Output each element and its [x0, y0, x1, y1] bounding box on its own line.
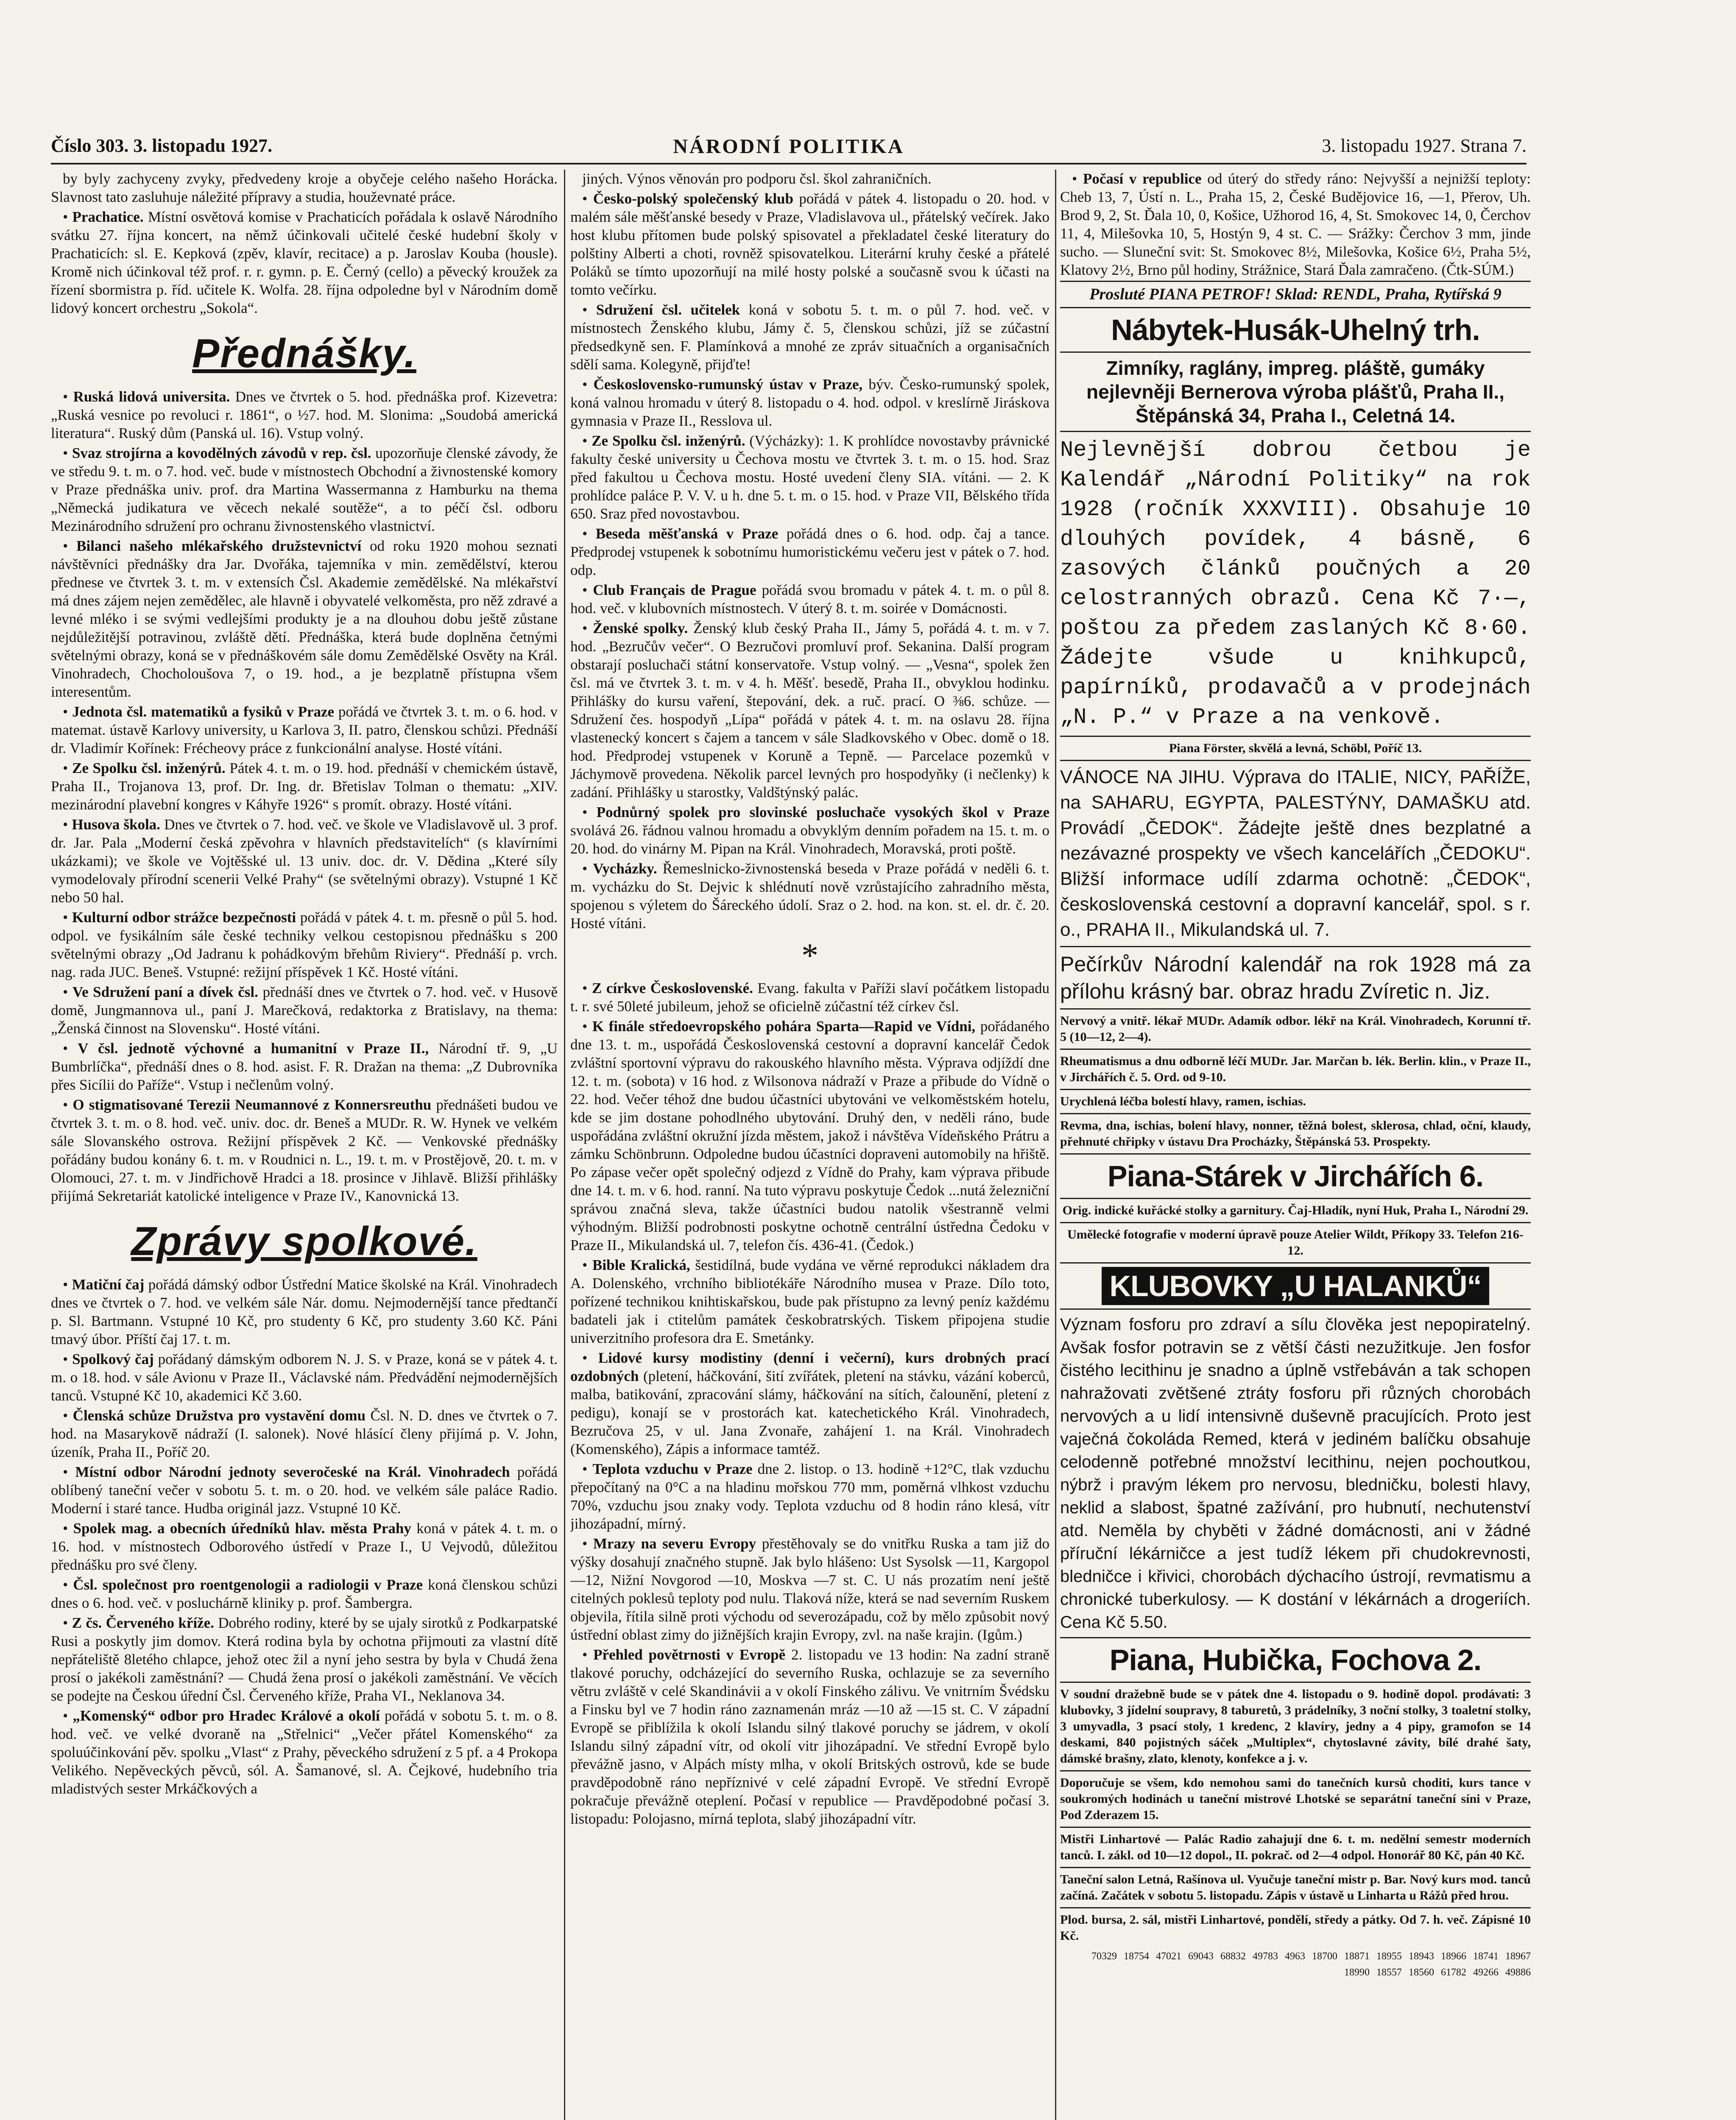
item-lead: Svaz strojírna a kovodělných závodů v rep. čsl. [72, 445, 371, 461]
news-item: • Československo-rumunský ústav v Praze, býv. Česko-rumunský spolek, koná valnou hromadu v úterý 8. listopadu o 4. hod. odpol. v kreslírně Jiráskova gymnasia v Praze II., Resslova ul. [570, 376, 1049, 429]
item-lead: O stigmatisované Terezii Neumannové z Konnersreuthu [73, 1096, 432, 1113]
item-lead: Spolkový čaj [72, 1351, 154, 1367]
news-item: • Vycházky. Řemeslnicko-živnostenská beseda v Praze pořádá v neděli 6. t. m. vycházku do St. Dejvic k shlédnutí nově vzrůstajícího zahradního města, spojenou s výletem do Šáreckého údolí. Sraz o 2. hod. na kon. st. el. dr. č. 20. Hosté vítáni. [570, 860, 1049, 932]
item-text: dne 2. listop. o 13. hodině +12°C, tlak vzduchu přepočítaný na 0°C a na hladinu mořskou 770 mm, poměrná vlhkost vzduchu 70%, vzduchu jsou znaky vody. Teplota vzduchu od 8 hodin ráno klesá, vítr jihozápadní, mírný. [570, 1461, 1049, 1532]
news-item: • Kulturní odbor strážce bezpečnosti pořádá v pátek 4. t. m. přesně o půl 5. hod. odpol. ve fysikálním sále české techniky velkou cestopisnou přednášku s 200 světelnými obrazy „Od Jadranu k pohádkovým břehům Riviery“. Přednáší p. vrch. nag. rada JUC. Beneš. Vstupné: režijní příspěvek 1 Kč. Hosté vítáni. [51, 909, 558, 980]
item-text: Národní tř. 9, „U Bumbrlíčka“, přednáší dnes o 8. hod. asist. F. R. Dražan na thema: „Z Dubrovníka přes Sicílii do Paříže“. Vstup i nečlenům volný. [51, 1040, 558, 1093]
item-text: Pátek 4. t. m. o 19. hod. přednáší v chemickém ústavě, Praha II., Trojanova 13, prof. Dr. Ing. dr. Břetislav Tolman o thematu: „XIV. mezinárodní plavební kongres v Káhyře 1926“ s promít. obrazy. Hosté vítáni. [51, 760, 558, 813]
news-item: • Sdružení čsl. učitelek koná v sobotu 5. t. m. o půl 7. hod. več. v místnostech Ženského klubu, Jámy č. 5, členskou schůzi, jíž se zúčastní předsedkyně sen. F. Plamínková a mnohé ze zpráv situačních a organisačních sdělí sama. Kolegyně, přijďte! [570, 301, 1049, 373]
item-lead: Beseda měšťanská v Praze [595, 525, 779, 542]
item-lead: Z církve Československé. [592, 980, 753, 996]
page-info: 3. listopadu 1927. Strana 7. [1322, 135, 1527, 156]
item-text: 2. listopadu ve 13 hodin: Na zadní straně tlakové poruchy, odcházející do severního Ruska, ochlazuje se za severního větru zvláště v celé Skandinávii a v okolí Finského zálivu. Ve vnitrním Švédsku a Finsku byl ve 7 hodin ráno zaznamenán mráz —10 až —15 st. C. V západní Evropě se přiblížila k okolí Islandu silný tlakové poruchy se jádrem, v okolí Islandu silný západní vítr, od okolí vitr jihozápadní. Ve střední Evropě bylo převážně jasno, v Alpách místy mlha, v okolí Britských ostrovů, kde se bude pravděpodobně ráno nepříznivé v celé západní Evropě. Ve střední Evropě pokračuje převážně oteplení. Počasí v republice — Pravděpodobné počasí 3. listopadu: Polojasno, mírná teplota, slabý jihozápadní vítr. [570, 1646, 1049, 1827]
news-item: • Bilanci našeho mlékařského družstevnictví od roku 1920 mohou seznati návštěvníci přednášky dra Jar. Dvořáka, tajemníka v min. zemědělství, kterou přednese ve čtvrtek 3. t. m. v extensích Čsl. Akademie zemědělské. Na mlékařství má dnes zájem nejen zemědělec, ale hlavně i obyvatelé velkoměsta, pro něž zdravé a levné mléko i se svými vedlejšími produkty je a na dlouhou dobu ještě zůstane nejdůležitější potravinou, zvláště dětí. Přednáška, která bude doplněna četnými světelnými obrazy, koná se v přednáškovém sále domu Zemědělské Osvěty na Král. Vinohradech, Chocholoušova 7, o 19. hod., a je bezplatně přístupna všem interesentům. [51, 538, 558, 700]
news-item: • Čsl. společnost pro roentgenologii a radiologii v Praze koná členskou schůzi dnes o 6. hod. več. v posluchárně kliniky p. prof. Šambergra. [51, 1576, 558, 1611]
ad-code-number: 47021 [1156, 1951, 1181, 1962]
item-text: pořádá v sobotu 5. t. m. o 8. hod. več. ve velké dvoraně na „Střelnici“ „Večer přátel Komenského“ za spoluúčinkování pěv. spolku „Vlast“ z Prahy, pěveckého sdružení z 5 pf. a 4 Prokopa Velikého. Nepěveckých pěvců, sól. A. Šamanové, sl. A. Čejkové, hudebního tria mladistvých sester Mrkáčkových a [51, 1707, 558, 1797]
ad-doporucuje: Doporučuje se všem, kdo nemohou sami do tanečních kursů choditi, kurs tance v soukromých hodinách u taneční mistrové Lhotské se separátní taneční síni v Praze, Pod Zderazem 15. [1060, 1770, 1531, 1827]
section-star: * [801, 937, 818, 974]
item-text: přednáší dnes ve čtvrtek o 7. hod. več. v Husově domě, Jungmannova ul., paní J. Marečková, redaktorka z Bratislavy, na thema: „Ženská činnost na Slovensku“. Hosté vítáni. [51, 984, 558, 1037]
ad-code-number: 18560 [1409, 1967, 1434, 1978]
ad-code-numbers [1060, 1947, 1531, 1980]
item-lead: V čsl. jednotě výchovné a humanitní v Praze II., [78, 1040, 429, 1057]
news-list [51, 388, 558, 1205]
item-text: od roku 1920 mohou seznati návštěvníci přednášky dra Jar. Dvořáka, tajemníka v min. zemědělství, kterou přednese ve čtvrtek 3. t. m. v extensích Čsl. Akademie zemědělské. Na mlékařství má dnes zájem nejen zemědělec, ale hlavně i obyvatelé velkoměsta, pro něž zdravé a levné mléko i se svými vedlejšími produkty je a na dlouhou dobu ještě zůstane nejdůležitější potravinou, zvláště dětí. Přednáška, která bude doplněna četnými světelnými obrazy, koná se v přednáškovém sále domu Zemědělské Osvěty na Král. Vinohradech, Chocholoušova 7, o 19. hod., a je bezplatně přístupna všem interesentům. [51, 538, 558, 700]
ad-code-number: 18754 [1124, 1951, 1149, 1962]
item-text: Dnes ve čtvrtek o 5. hod. přednáška prof. Kizevetra: „Ruská vesnice po revoluci r. 1861“, o ½7. hod. M. Slonima: „Soudobá americká literatura“. Ruský dům (Panská ul. 16). Vstup volný. [51, 388, 558, 441]
item-lead: Podnůrný spolek pro slovinské posluchače vysokých škol v Praze [596, 804, 1049, 820]
news-item: • Ze Spolku čsl. inženýrů. (Výcházky): 1. K prohlídce novostavby právnické fakulty české university u Čechova mostu ve čtvrtek 3. t. m. o 15. hod. Sraz před fakultou u Čechova mostu. Hosté uvedení členy SIA. vítáni. — 2. K prohlídce paláce P. V. V. u h. dne 5. t. m. o 15. hod. v Praze VII, Bělského třída 650. Sraz před novostavbou. [570, 432, 1049, 522]
news-list [51, 208, 558, 317]
item-lead: Matiční čaj [72, 1276, 145, 1293]
item-text: pořádaného dne 13. t. m., uspořádá Československá cestovní a dopravní kancelář Čedok zvláštní sportovní výpravu do rakouského hlavního města. Výprava odjíždí dne 12. t. m. (sobota) v 16 hod. z Wilsonova nádraží v Praze a přibude do Vídně o 22. hod. Večer téhož dne budou účastníci ubytováni ve velkoměstském hotelu, kde se jim dostane pohodlného ubytování. Druhý den, v neděli ráno, bude uspořádána zvláštní okružní jízda městem, jakož i návštěva Vídeňského Prátru a zámku Schönbrunn. Odpoledne budou účastníci dopraveni automobily na hřiště. Po zápase večer opět společný odjezd z Vídně do Prahy, kam výprava přibude dne 14. t. m. v 6. hod. ranní. Na tuto výpravu poskytuje Čedok ...nutá železniční správou značná sleva, takže účastníci budou natolik všestranně velmi výhodným. Bližší podrobnosti poskytne ochotně centrální ústředna Čedoku v Praze II., Mikulandská ul. 7, telefon čís. 436-41. (Čedok.) [570, 1018, 1049, 1253]
item-lead: Z čs. Červeného kříže. [72, 1615, 214, 1631]
section-heading-lectures: Přednášky. [192, 331, 416, 376]
item-text: Dnes ve čtvrtek o 7. hod. več. ve škole ve Vladislavově ul. 3 prof. dr. Jar. Pala „Moderní česká zpěvohra v hlavních představitelích“ (s klavírními ukázkami); ve škole ve Vojtěšské ul. 13 univ. doc. dr. V. Dědina „Které síly vymodelovaly přírodní scenerii Velké Prahy“ (se světelnými obrazy). Vstupné 1 Kč nebo 50 hal. [51, 816, 558, 906]
item-lead: Mrazy na severu Evropy [593, 1535, 756, 1552]
item-text: Ženský klub český Praha II., Jámy 5, pořádá 4. t. m. v 7. hod. „Bezručův večer“. O Bezručovi promluví prof. Sekanina. Další program obstarají posluchači státní konservatoře. Vstup volný. — „Vesna“, spolek žen čsl. má ve čtvrtek 3. t. m. v 4. h. Měšť. besedě, Praha II., obvyklou hodinku. Přihlášky do kursu vaření, štepování, dek. a ruč. prací. O ⅜6. schůze. — Sdružení čes. hospodyň „Lípa“ pořádá v pátek 4. t. m. na oslavu 28. října vlastenecký koncert s čajem a tancem v sále Sladkovského v Obec. domě o 18. hod. Předprodej vstupenek v Koruně a Tepně. — Parcelace pozemků v Jáchymově provedena. Několik parcel levných pro hospodyňky (i nečlenky) k zadání. Přihlášky u starostky, Valdštýnský palác. [570, 620, 1049, 801]
news-item: • K finále středoevropského pohára Sparta—Rapid ve Vídni, pořádaného dne 13. t. m., uspořádá Československá cestovní a dopravní kancelář Čedok zvláštní sportovní výpravu do rakouského hlavního města. Výprava odjíždí dne 12. t. m. (sobota) v 16 hod. z Wilsonova nádraží v Praze a přibude do Vídně o 22. hod. Večer téhož dne budou účastníci ubytováni ve velkoměstském hotelu, kde se jim dostane pohodlného ubytování. Druhý den, v neděli ráno, bude uspořádána zvláštní okružní jízda městem, jakož i návštěva Vídeňského Prátru a zámku Schönbrunn. Odpoledne budou účastníci dopraveni automobily na hřiště. Po zápase večer opět společný odjezd z Vídně do Prahy, kam výprava přibude dne 14. t. m. v 6. hod. ranní. Na tuto výpravu poskytuje Čedok ...nutá železniční správou značná sleva, takže účastníci budou natolik všestranně velmi výhodným. Bližší podrobnosti poskytne ochotně centrální ústředna Čedoku v Praze II., Mikulandská ul. 7, telefon čís. 436-41. (Čedok.) [570, 1018, 1049, 1253]
news-item: • Spolek mag. a obecních úředníků hlav. města Prahy koná v pátek 4. t. m. o 16. hod. v místnostech Odborového ústředí v Praze I., U Vejvodů, důležitou přednášku pro své členy. [51, 1520, 558, 1573]
item-lead: Ženské spolky. [593, 620, 688, 636]
ad-code-number: 18966 [1441, 1951, 1466, 1962]
ad-code-number: 18990 [1344, 1967, 1370, 1978]
ad-krucka: Orig. indické kuřácké stolky a garnitury. Čaj-Hladík, nyní Huk, Praha I., Národní 29. [1060, 1198, 1531, 1222]
item-text: pořádá dámský odbor Ústřední Matice školské na Král. Vinohradech dnes ve čtvrtek o 7. hod. ve velkém sále Nár. domu. Nejmodernější tance předtančí p. Sl. Bartmann. Vstupné 10 Kč, pro studenty 6 Kč, pro studenty 3.60 Kč. Páni tmavý úbor. Příští čaj 17. t. m. [51, 1276, 558, 1347]
item-text: koná v pátek 4. t. m. o 16. hod. v místnostech Odborového ústředí v Praze I., U Vejvodů, důležitou přednášku pro své členy. [51, 1520, 558, 1573]
section-heading-club-news: Zprávy spolkové. [131, 1219, 477, 1264]
news-item: • O stigmatisované Terezii Neumannové z Konnersreuthu přednášeti budou ve čtvrtek 3. t. m. o 8. hod. več. univ. doc. dr. Beneš a MUDr. R. W. Hynek ve velkém sále Slovanského ostrova. Režijní příspěvek 2 Kč. — Venkovské přednášky pořádány budou konány 6. t. m. v Roudnici n. L., 19. t. m. v Prostějově, 20. t. m. v Olomouci, 27. t. m. v Jindřichově Hradci a 18. prosince v Jihlavě. Bližší přihlášky přijímá Sekretariát katolické inteligence v Praze IV., Kanovnická 13. [51, 1096, 558, 1204]
item-text: pořádaný dámským odborem N. J. S. v Praze, koná se v pátek 4. t. m. o 18. hod. v sále Avionu v Praze II., Václavské nám. Předvádění nejmodernějších tanců. Vstupné Kč 10, akademici Kč 3.60. [51, 1351, 558, 1404]
item-text: býv. Česko-rumunský spolek, koná valnou hromadu v úterý 8. listopadu o 4. hod. odpol. v kreslírně Jiráskova gymnasia v Praze II., Resslova ul. [570, 376, 1049, 429]
item-lead: Teplota vzduchu v Praze [592, 1461, 753, 1477]
item-text: Čsl. N. D. dnes ve čtvrtek o 7. hod. na Masarykově nádraží (I. salonek). Nové hlásící členy přijímá p. V. John, úzeník, Praha II., Poříč 20. [51, 1407, 558, 1460]
ad-starek: Piana-Stárek v Jirchářích 6. [1060, 1153, 1531, 1198]
ad-code-number: 18741 [1473, 1951, 1499, 1962]
item-lead: Club Français de Prague [593, 582, 756, 598]
klubovky-banner: KLUBOVKY „U HALANKŮ“ [1102, 1267, 1489, 1305]
item-text: přednášeti budou ve čtvrtek 3. t. m. o 8. hod. več. univ. doc. dr. Beneš a MUDr. R. W. Hynek ve velkém sále Slovanského ostrova. Režijní příspěvek 2 Kč. — Venkovské přednášky pořádány budou konány 6. t. m. v Roudnici n. L., 19. t. m. v Prostějově, 20. t. m. v Olomouci, 27. t. m. v Jindřichově Hradci a 18. prosince v Jihlavě. Bližší přihlášky přijímá Sekretariát katolické inteligence v Praze IV., Kanovnická 13. [51, 1096, 558, 1204]
issue-info: Číslo 303. 3. listopadu 1927. [51, 135, 272, 156]
item-lead: Sdružení čsl. učitelek [596, 301, 740, 318]
ad-code-number: 49783 [1253, 1951, 1278, 1962]
item-lead: Členská schůze Družstva pro vystavění domu [73, 1407, 366, 1424]
news-item: • Česko-polský společenský klub pořádá v pátek 4. listopadu o 20. hod. v malém sále měšťanské besedy v Praze, Vladislavova ul., přátelský večírek. Jako host klubu přítomen bude polský spisovatel a překladatel české literatury do polštiny Alberti a choti, rovněž spisovatelkou. Literární kruhy české a přátelé Poláků se tímto upozorňují na milé hosty polské a současně svou k účasti na tomto večírku. [570, 190, 1049, 298]
item-text: pořádá svou bromadu v pátek 4. t. m. o půl 8. hod. več. v klubovních místnostech. V úterý 8. t. m. soirée v Domácnosti. [570, 582, 1049, 616]
ad-code-number: 49266 [1473, 1967, 1499, 1978]
small-ad: Nervový a vnitř. lékař MUDr. Adamík odbor. lékř na Král. Vinohradech, Korunní tř. 5 (10—12, 2—4). [1060, 1008, 1531, 1049]
header-rule [51, 163, 1527, 165]
news-item: • Spolkový čaj pořádaný dámským odborem N. J. S. v Praze, koná se v pátek 4. t. m. o 18. hod. v sále Avionu v Praze II., Václavské nám. Předvádění nejmodernějších tanců. Vstupné Kč 10, akademici Kč 3.60. [51, 1351, 558, 1404]
masthead-title: NÁRODNÍ POLITIKA [673, 135, 904, 158]
ad-code-number: 18967 [1505, 1951, 1531, 1962]
item-lead: Místní odbor Národní jednoty severočeské na Král. Vinohradech [75, 1464, 510, 1480]
news-item: • Podnůrný spolek pro slovinské posluchače vysokých škol v Praze svolává 26. řádnou valnou hromadu a obvyklým denním pořadem na 15. t. m. o 20. hod. do vinárny M. Pipan na Král. Vinohradech, Moravská, proti poště. [570, 804, 1049, 857]
item-lead: Spolek mag. a obecních úředníků hlav. města Prahy [73, 1520, 411, 1537]
item-text: Evang. fakulta v Paříži slaví počátkem listopadu t. r. své 50leté jubileum, jehož se oficielně zúčastní též církev čsl. [570, 980, 1049, 1015]
news-item: • Ženské spolky. Ženský klub český Praha II., Jámy 5, pořádá 4. t. m. v 7. hod. „Bezručův večer“. O Bezručovi promluví prof. Sekanina. Další program obstarají posluchači státní konservatoře. Vstup volný. — „Vesna“, spolek žen čsl. má ve čtvrtek 3. t. m. v 4. h. Měšť. besedě, Praha II., obvyklou hodinku. Přihlášky do kursu vaření, štepování, dek. a ruč. prací. O ⅜6. schůze. — Sdružení čes. hospodyň „Lípa“ pořádá v pátek 4. t. m. na oslavu 28. října vlastenecký koncert s čajem a tancem v sále Sladkovského v Obec. domě o 18. hod. Předprodej vstupenek v Koruně a Tepně. — Parcelace pozemků v Jáchymově provedena. Několik parcel levných pro hospodyňky (i nečlenky) k zadání. Přihlášky u starostky, Valdštýnský palác. [570, 620, 1049, 801]
item-lead: Ze Spolku čsl. inženýrů. [592, 432, 745, 449]
item-text: (Výcházky): 1. K prohlídce novostavby právnické fakulty české university u Čechova mostu ve čtvrtek 3. t. m. o 15. hod. Sraz před fakultou u Čechova mostu. Hosté uvedení členy SIA. vítáni. — 2. K prohlídce paláce P. V. V. u h. dne 5. t. m. o 15. hod. v Praze VII, Bělského třída 650. Sraz před novostavbou. [570, 432, 1049, 522]
news-list [570, 979, 1049, 1828]
news-item: • Husova škola. Dnes ve čtvrtek o 7. hod. več. ve škole ve Vladislavově ul. 3 prof. dr. Jar. Pala „Moderní česká zpěvohra v hlavních představitelích“ (s klavírními ukázkami); ve škole ve Vojtěšské ul. 13 univ. doc. dr. V. Dědina „Které síly vymodelovaly přírodní scenerii Velké Prahy“ (se světelnými obrazy). Vstupné 1 Kč nebo 50 hal. [51, 816, 558, 906]
ad-code-number: 49886 [1505, 1967, 1531, 1978]
ad-code-number: 61782 [1441, 1967, 1466, 1978]
item-text: pořádá oblíbený taneční večer v sobotu 5. t. m. o 20. hod. ve velkém sále paláce Radio. Moderní i staré tance. Hudba originál jazz. Vstupné 10 Kč. [51, 1464, 558, 1517]
news-item: • Teplota vzduchu v Praze dne 2. listop. o 13. hodině +12°C, tlak vzduchu přepočítaný na 0°C a na hladinu mořskou 770 mm, poměrná vlhkost vzduchu 70%, vzduchu jsou znaky vody. Teplota vzduchu od 8 hodin ráno klesá, vítr jihozápadní, mírný. [570, 1461, 1049, 1532]
ad-vanoce: VÁNOCE NA JIHU. Výprava do ITALIE, NICY, PAŘÍŽE, na SAHARU, EGYPTA, PALESTÝNY, DAMAŠKU atd. Provádí „ČEDOK“. Žádejte ještě dnes bezplatné a nezávazné prospekty ve všech kancelářích „ČEDOKU“. Bližší informace udílí zdarma ochotně: „ČEDOK“, československá cestovní a dopravní kancelář, spol. s r. o., PRAHA II., Mikulandská ul. 7. [1060, 760, 1531, 946]
ad-kalendar: Nejlevnější dobrou četbou je Kalendář „Národní Politiky“ na rok 1928 (ročník XXXVIII). Obsahuje 10 dlouhých povídek, 4 básně, 6 zasových článků poučných a 20 celostranných obrazů. Cena Kč 7·—, poštou za předem zaslaných Kč 8·60. Žádejte všude u knihkupců, papírníků, prodavačů a v prodejnách „N. P.“ v Praze a na venkově. [1060, 431, 1531, 736]
item-lead: Kulturní odbor strážce bezpečnosti [72, 909, 296, 926]
ad-drazba: V soudní dražebně bude se v pátek dne 4. listopadu o 9. hodině dopol. prodávati: 3 klubovky, 3 jídelní soupravy, 8 taburetů, 3 prádelníky, 3 noční stolky, 3 toaletní stolky, 3 umyvadla, 3 psací stoly, 1 kredenc, 2 klavíry, jedny a 4 pipy, gramofon se 14 deskami, 840 pojistných sáček „Multiplex“, chytoslavné závity, bílé drahé šaty, dámské brašny, zlato, klenoty, konfekce a j. v. [1060, 1682, 1531, 1770]
item-lead: Počasí v republice [1083, 170, 1202, 187]
news-item: • Svaz strojírna a kovodělných závodů v rep. čsl. upozorňuje členské závody, že ve středu 9. t. m. o 7. hod. več. bude v místnostech Obchodní a živnostenské komory v Praze přednáška univ. prof. dra Martina Wassermanna z Hamburku na thema „Německá judikatura ve věcech nekalé soutěže“, a to péčí čsl. odboru Mezinárodního sdružení pro ochranu živnostenského vlastnictví. [51, 445, 558, 534]
item-lead: Čsl. společnost pro roentgenologii a radiologii v Praze [73, 1576, 423, 1593]
news-item: • Bible Kralická, šestidílná, bude vydána ve věrné reprodukci nákladem dra A. Dolenského, vrchního bibliotékáře Národního musea v Praze. Dílo toto, pořízené technikou knihtiskařskou, bude pak přístupno za levný peníz každému badateli jak i ctitelům památek českobratrských. Tiskem připojena studie univerzitního profesora dra E. Smetánky. [570, 1257, 1049, 1346]
item-lead: K finále středoevropského pohára Sparta—Rapid ve Vídni, [592, 1018, 976, 1035]
ad-code-number: 68832 [1220, 1951, 1246, 1962]
news-item: • Ruská lidová universita. Dnes ve čtvrtek o 5. hod. přednáška prof. Kizevetra: „Ruská vesnice po revoluci r. 1861“, o ½7. hod. M. Slonima: „Soudobá americká literatura“. Ruský dům (Panská ul. 16). Vstup volný. [51, 388, 558, 441]
small-ad: Rheumatismus a dnu odborně léčí MUDr. Jar. Marčan b. lék. Berlin. klin., v Praze II., v Jirchářích č. 5. Ord. od 9-10. [1060, 1049, 1531, 1089]
ad-code-number: 18700 [1312, 1951, 1337, 1962]
item-lead: Ruská lidová universita. [73, 388, 230, 405]
ad-code-number: 4963 [1285, 1951, 1305, 1962]
ad-hubicka: Piana, Hubička, Fochova 2. [1060, 1637, 1531, 1682]
ad-petrof: Prosluté PIANA PETROF! Sklad: RENDL, Praha, Rytířská 9 [1060, 281, 1531, 307]
small-ad: Urychlená léčba bolestí hlavy, ramen, ischias. [1060, 1089, 1531, 1113]
ad-klubovky [1060, 1262, 1531, 1308]
item-text: (pletení, háčkování, šití zvířátek, pletení na stávku, vázání koberců, malba, batikování, zpracování slámy, háčkování na sítích, čalounění, pletení z pedigu), konají se v prostorách kat. katechetického Král. Vinohradech, Bezručova 25, v ul. Jana Zvonaře, zahájení 1. na Král. Vinohradech (Komenského), Zápis a informace tamtéž. [570, 1368, 1049, 1457]
column-3 [1060, 170, 1531, 2120]
ad-husak: Nábytek-Husák-Uhelný trh. [1060, 307, 1531, 351]
ad-code-number: 18557 [1376, 1967, 1402, 1978]
item-lead: Husova škola. [72, 816, 160, 833]
news-item: • Matiční čaj pořádá dámský odbor Ústřední Matice školské na Král. Vinohradech dnes ve čtvrtek o 7. hod. ve velkém sále Nár. domu. Nejmodernější tance předtančí p. Sl. Bartmann. Vstupné 10 Kč, pro studenty 6 Kč, pro studenty 3.60 Kč. Páni tmavý úbor. Příští čaj 17. t. m. [51, 1276, 558, 1347]
item-text: Místní osvětová komise v Prachaticích pořádala k oslavě Národního svátku 27. října koncert, na němž účinkovali učitelé české hudební školy v Prachaticích: sl. E. Kepková (zpěv, klavír, recitace) a p. Jaroslav Kouba (housle). Kromě nich účinkoval též prof. r. r. gymn. p. E. Černý (cello) a pěvecký kroužek za řízení sbormistra p. říd. učitele K. Wolfa. 28. října odpoledne byl v Národním domě lidový koncert orchestru „Sokola“. [51, 209, 558, 316]
news-item: • Beseda měšťanská v Praze pořádá dnes o 6. hod. odp. čaj a tance. Předprodej vstupenek k sobotnímu humoristickému večeru jest v pátek o 7. hod. odp. [570, 525, 1049, 578]
item-text: pořádá v pátek 4. listopadu o 20. hod. v malém sále měšťanské besedy v Praze, Vladislavova ul., přátelský večírek. Jako host klubu přítomen bude polský spisovatel a překladatel české literatury do polštiny Alberti a choti, rovněž spisovatelkou. Literární kruhy české a přátelé Poláků se tímto upozorňují na milé hosty polské a současně svou k účasti na tomto večírku. [570, 190, 1049, 298]
item-text: šestidílná, bude vydána ve věrné reprodukci nákladem dra A. Dolenského, vrchního bibliotékáře Národního musea v Praze. Dílo toto, pořízené technikou knihtiskařskou, bude pak přístupno za levný peníz každému badateli jak i ctitelům památek českobratrských. Tiskem připojena studie univerzitního profesora dra E. Smetánky. [570, 1257, 1049, 1346]
item-lead: Přehled povětrnosti v Evropě [593, 1646, 786, 1663]
news-item: • Z církve Československé. Evang. fakulta v Paříži slaví počátkem listopadu t. r. své 50leté jubileum, jehož se oficielně zúčastní též církev čsl. [570, 980, 1049, 1015]
item-text: upozorňuje členské závody, že ve středu 9. t. m. o 7. hod. več. bude v místnostech Obchodní a živnostenské komory v Praze přednáška univ. prof. dra Martina Wassermanna z Hamburku na thema „Německá judikatura ve věcech nekalé soutěže“, a to péčí čsl. odboru Mezinárodního sdružení pro ochranu živnostenského vlastnictví. [51, 445, 558, 534]
item-lead: Lidové kursy modistiny (denní i večerní), kurs drobných prací ozdobných [570, 1350, 1049, 1384]
item-lead: Česko-polský společenský klub [593, 190, 793, 207]
column-divider [564, 170, 565, 2120]
item-text: pořádá dnes o 6. hod. odp. čaj a tance. Předprodej vstupenek k sobotnímu humoristickému večeru jest v pátek o 7. hod. odp. [570, 525, 1049, 578]
ad-wildt: Umělecké fotografie v moderní úpravě pouze Atelier Wildt, Příkopy 33. Telefon 216-12. [1060, 1222, 1531, 1262]
ad-salon: Taneční salon Letná, Rašínova ul. Vyučuje taneční mistr p. Bar. Nový kurs mod. tanců začíná. Začátek v sobotu 5. listopadu. Zápis v ústavě u Linharta u Rážů před hrou. [1060, 1867, 1531, 1907]
ad-remed: Význam fosforu pro zdraví a sílu člověka jest nepopiratelný. Avšak fosfor potravin se z větší části nezužitkuje. Jen fosfor čistého lecithinu je snadno a úplně vstřebáván a tak schopen nahražovati zvětšené ztráty fosforu při různých chorobách nervových a u lidí intensivně duševně pracujících. Proto jest vaječná čokoláda Remed, která v jediném balíčku obsahuje celodenně potřebné množství lecithinu, nejen pochoutkou, nýbrž i pravým lékem pro nervosu, bledničku, bolesti hlavy, neklid a slabost, špatné zažívání, pro hubnutí, nechutenství atd. Neměla by chyběti v žádné domácnosti, ani v žádné příruční lékárničce a jest tudíž lékem při chudokrevnosti, bledničce i křivici, chorobách dýchacího ústrojí, revmatismu a chronické tuberkulosy. — K dostání v lékárnách a drogeriích. Cena Kč 5.50. [1060, 1308, 1531, 1637]
news-item: • Z čs. Červeného kříže. Dobrého rodiny, které by se ujaly sirotků z Podkarpatské Rusi a poskytly jim domov. Která rodina byla by ochotna přijmouti za vlastní dítě nepřáteliště 8letého chlapce, jehož otec žil a nyní jeho sestra by byla v Chudá žena prosí o jakékoli zaměstnání? — Chudá žena prosí o jakékoli zaměstnání. Ve věcích se podejte na Českou úřední Čsl. Červeného kříže, Praha VI., Neklanova 34. [51, 1615, 558, 1704]
ad-plod: Plod. bursa, 2. sál, mistři Linhartové, pondělí, středy a pátky. Od 7. h. več. Zápisné 10 Kč. [1060, 1907, 1531, 1947]
item-text: pořádá v pátek 4. t. m. přesně o půl 5. hod. odpol. ve fysikálním sále české techniky velkou cestopisnou přednášku s 200 světelnými obrazy „Od Jadranu k pohádkovým břehům Riviery“. Přednáší p. vrch. nag. rada JUC. Beneš. Vstupné: režijní příspěvek 1 Kč. Hosté vítáni. [51, 909, 558, 980]
ad-pecirka: Pečírkův Národní kalendář na rok 1928 má za přílohu krásný bar. obraz hradu Zvíretic n. Jiz. [1060, 946, 1531, 1008]
item-lead: Prachatice. [72, 209, 144, 225]
page-header [51, 135, 1527, 160]
ad-code-number: 69043 [1188, 1951, 1214, 1962]
column-2 [570, 170, 1049, 2120]
news-item: • „Komenský“ odbor pro Hradec Králové a okolí pořádá v sobotu 5. t. m. o 8. hod. več. ve velké dvoraně na „Střelnici“ „Večer přátel Komenského“ za spoluúčinkování pěv. spolku „Vlast“ z Prahy, pěveckého sdružení z 5 pf. a 4 Prokopa Velikého. Nepěveckých pěvců, sól. A. Šamanové, sl. A. Čejkové, hudebního tria mladistvých sester Mrkáčkových a [51, 1707, 558, 1797]
news-item: • Jednota čsl. matematiků a fysiků v Praze pořádá ve čtvrtek 3. t. m. o 6. hod. v matemat. ústavě Karlovy university, u Karlova 3, II. patro, členskou schůzi. Přednáší dr. Vladimír Kořínek: Frécheovy práce z funkcionální analyse. Hosté vítáni. [51, 703, 558, 756]
item-lead: Ze Spolku čsl. inženýrů. [72, 760, 226, 776]
ad-zimniky: Zimníky, raglány, impreg. pláště, gumáky nejlevněji Bernerova výroba plášťů, Praha II., Štěpánská 34, Praha I., Celetná 14. [1060, 351, 1531, 431]
column-1 [51, 170, 558, 2120]
news-item: • Ze Spolku čsl. inženýrů. Pátek 4. t. m. o 19. hod. přednáší v chemickém ústavě, Praha II., Trojanova 13, prof. Dr. Ing. dr. Břetislav Tolman o thematu: „XIV. mezinárodní plavební kongres v Káhyře 1926“ s promít. obrazy. Hosté vítáni. [51, 760, 558, 813]
news-item: • Místní odbor Národní jednoty severočeské na Král. Vinohradech pořádá oblíbený taneční večer v sobotu 5. t. m. o 20. hod. ve velkém sále paláce Radio. Moderní i staré tance. Hudba originál jazz. Vstupné 10 Kč. [51, 1464, 558, 1517]
item-lead: „Komenský“ odbor pro Hradec Králové a okolí [73, 1707, 380, 1724]
item-text: koná členskou schůzi dnes o 6. hod. več. v posluchárně kliniky p. prof. Šambergra. [51, 1576, 558, 1611]
ad-code-number: 18943 [1409, 1951, 1434, 1962]
item-text: od úterý do středy ráno: Nejvyšší a nejnižší teploty: Cheb 13, 7, Ústí n. L., Praha 15, 2, České Budějovice 16, —1, Přerov, Uh. Brod 9, 2, St. Ďala 10, 0, Košice, Užhorod 16, 4, St. Smokovec 14, 0, Čerchov 11, 4, Milešovka 10, 5, Hostýn 9, 4 st. C. — Srážky: Čerchov 3 mm, jinde sucho. — Sluneční svit: St. Smokovec 8½, Milešovka, Košice 6½, Praha 5½, Klatovy 2½, Brno půl hodiny, Strážnice, Stará Ďala zamračeno. (Čtk-SÚM.) [1060, 170, 1531, 278]
intro-paragraph: jiných. Výnos věnován pro podporu čsl. škol zahraničních. [582, 170, 932, 187]
column-divider [1055, 170, 1056, 2120]
item-lead: Jednota čsl. matematiků a fysiků v Praze [72, 703, 335, 720]
weather-paragraph: • Počasí v republice od úterý do středy ráno: Nejvyšší a nejnižší teploty: Cheb 13, 7, Ústí n. L., Praha 15, 2, České Budějovice 16, —1, Přerov, Uh. Brod 9, 2, St. Ďala 10, 0, Košice, Užhorod 16, 4, St. Smokovec 14, 0, Čerchov 11, 4, Milešovka 10, 5, Hostýn 9, 4 st. C. — Srážky: Čerchov 3 mm, jinde sucho. — Sluneční svit: St. Smokovec 8½, Milešovka, Košice 6½, Praha 5½, Klatovy 2½, Brno půl hodiny, Strážnice, Stará Ďala zamračeno. (Čtk-SÚM.) [1060, 170, 1531, 278]
item-lead: Ve Sdružení paní a dívek čsl. [72, 984, 258, 1000]
ad-forster: Piana Förster, skvělá a levná, Schöbl, Poříč 13. [1060, 736, 1531, 760]
item-text: Řemeslnicko-živnostenská beseda v Praze pořádá v neděli 6. t. m. vycházku do St. Dejvic k shlédnutí nově vzrůstajícího zahradního města, spojenou s výletem do Šáreckého údolí. Sraz o 2. hod. na kon. st. el. dr. č. 20. Hosté vítáni. [570, 860, 1049, 932]
news-item: • Mrazy na severu Evropy přestěhovaly se do vnitřku Ruska a tam již do výšky dosahují značného stupně. Jak bylo hlášeno: Ust Sysolsk —11, Kargopol —12, Nižní Novgorod —10, Moskva —7 st. C. U nás prozatím není ještě citelných poklesů teploty pod nulu. Tlaková níže, která se nad severním Ruskem objevila, řítila silně proti východu od severozápadu, což by mělo způsobit nový ústřední oblast zimy do jižnějších krajin Evropy, zvl. na naše krajin. (Igům.) [570, 1535, 1049, 1643]
news-item: • V čsl. jednotě výchovné a humanitní v Praze II., Národní tř. 9, „U Bumbrlíčka“, přednáší dnes o 8. hod. asist. F. R. Dražan na thema: „Z Dubrovníka přes Sicílii do Paříže“. Vstup i nečlenům volný. [51, 1040, 558, 1093]
news-list [51, 1275, 558, 1798]
item-lead: Bilanci našeho mlékařského družstevnictví [76, 538, 362, 554]
news-list [570, 190, 1049, 932]
news-item: • Club Français de Prague pořádá svou bromadu v pátek 4. t. m. o půl 8. hod. več. v klubovních místnostech. V úterý 8. t. m. soirée v Domácnosti. [570, 582, 1049, 616]
news-item: • Lidové kursy modistiny (denní i večerní), kurs drobných prací ozdobných (pletení, háčkování, šití zvířátek, pletení na stávku, vázání koberců, malba, batikování, zpracování slámy, háčkování na sítích, čalounění, pletení z pedigu), konají se v prostorách kat. katechetického Král. Vinohradech, Bezručova 25, v ul. Jana Zvonaře, zahájení 1. na Král. Vinohradech (Komenského), Zápis a informace tamtéž. [570, 1350, 1049, 1457]
item-text: svolává 26. řádnou valnou hromadu a obvyklým denním pořadem na 15. t. m. o 20. hod. do vinárny M. Pipan na Král. Vinohradech, Moravská, proti poště. [570, 822, 1049, 857]
item-text: Dobrého rodiny, které by se ujaly sirotků z Podkarpatské Rusi a poskytly jim domov. Která rodina byla by ochotna přijmouti za vlastní dítě nepřáteliště 8letého chlapce, jehož otec žil a nyní jeho sestra by byla v Chudá žena prosí o jakékoli zaměstnání? — Chudá žena prosí o jakékoli zaměstnání. Ve věcích se podejte na Českou úřední Čsl. Červeného kříže, Praha VI., Neklanova 34. [51, 1615, 558, 1704]
ad-linhart: Mistři Linhartové — Palác Radio zahajují dne 6. t. m. nedělní semestr moderních tanců. I. zákl. od 10—12 dopol., II. pokrač. od 2—4 odpol. Honorář 80 Kč, pán 40 Kč. [1060, 1827, 1531, 1867]
small-ad: Revma, dna, ischias, bolení hlavy, nonner, těžná bolest, sklerosa, chlad, oční, klaudy, přehnuté chřipky v ústavu Dra Procházky, Štěpánská 53. Prospekty. [1060, 1113, 1531, 1153]
item-text: pořádá ve čtvrtek 3. t. m. o 6. hod. v matemat. ústavě Karlovy university, u Karlova 3, II. patro, členskou schůzi. Přednáší dr. Vladimír Kořínek: Frécheovy práce z funkcionální analyse. Hosté vítáni. [51, 703, 558, 756]
item-lead: Bible Kralická, [592, 1257, 690, 1273]
ad-code-number: 18871 [1344, 1951, 1370, 1962]
item-lead: Československo-rumunský ústav v Praze, [593, 376, 863, 393]
news-item: • Ve Sdružení paní a dívek čsl. přednáší dnes ve čtvrtek o 7. hod. več. v Husově domě, Jungmannova ul., paní J. Marečková, redaktorka z Bratislavy, na thema: „Ženská činnost na Slovensku“. Hosté vítáni. [51, 984, 558, 1037]
item-text: koná v sobotu 5. t. m. o půl 7. hod. več. v místnostech Ženského klubu, Jámy č. 5, členskou schůzi, jíž se zúčastní předsedkyně sen. F. Plamínková a mnohé ze zpráv situačních a organisačních sdělí sama. Kolegyně, přijďte! [570, 301, 1049, 373]
intro-paragraph: by byly zachyceny zvyky, předvedeny kroje a obyčeje celého našeho Horácka. Slavnost tato zasluhuje náležité přípravy a studia, houževnaté práce. [51, 170, 558, 205]
ad-code-number: 70329 [1091, 1951, 1117, 1962]
news-item: • Prachatice. Místní osvětová komise v Prachaticích pořádala k oslavě Národního svátku 27. října koncert, na němž účinkovali učitelé české hudební školy v Prachaticích: sl. E. Kepková (zpěv, klavír, recitace) a p. Jaroslav Kouba (housle). Kromě nich účinkoval též prof. r. r. gymn. p. E. Černý (cello) a pěvecký kroužek za řízení sbormistra p. říd. učitele K. Wolfa. 28. října odpoledne byl v Národním domě lidový koncert orchestru „Sokola“. [51, 209, 558, 316]
item-lead: Vycházky. [593, 860, 657, 877]
news-item: • Členská schůze Družstva pro vystavění domu Čsl. N. D. dnes ve čtvrtek o 7. hod. na Masarykově nádraží (I. salonek). Nové hlásící členy přijímá p. V. John, úzeník, Praha II., Poříč 20. [51, 1407, 558, 1460]
item-text: přestěhovaly se do vnitřku Ruska a tam již do výšky dosahují značného stupně. Jak bylo hlášeno: Ust Sysolsk —11, Kargopol —12, Nižní Novgorod —10, Moskva —7 st. C. U nás prozatím není ještě citelných poklesů teploty pod nulu. Tlaková níže, která se nad severním Ruskem objevila, řítila silně proti východu od severozápadu, což by mělo způsobit nový ústřední oblast zimy do jižnějších krajin Evropy, zvl. na naše krajin. (Igům.) [570, 1535, 1049, 1643]
small-ads-list [1060, 1008, 1531, 1153]
ad-code-number: 18955 [1376, 1951, 1402, 1962]
news-item: • Přehled povětrnosti v Evropě 2. listopadu ve 13 hodin: Na zadní straně tlakové poruchy, odcházející do severního Ruska, ochlazuje se za severního větru zvláště v celé Skandinávii a v okolí Finského zálivu. Ve vnitrním Švédsku a Finsku byl ve 7 hodin ráno zaznamenán mráz —10 až —15 st. C. V západní Evropě se přiblížila k okolí Islandu silný tlakové poruchy se jádrem, v okolí Islandu silný západní vítr, od okolí vitr jihozápadní. Ve střední Evropě bylo převážně jasno, v Alpách místy mlha, v okolí Britských ostrovů, kde se bude pravděpodobně ráno nepříznivé v celé západní Evropě. Ve střední Evropě pokračuje převážně oteplení. Počasí v republice — Pravděpodobné počasí 3. listopadu: Polojasno, mírná teplota, slabý jihozápadní vítr. [570, 1646, 1049, 1827]
